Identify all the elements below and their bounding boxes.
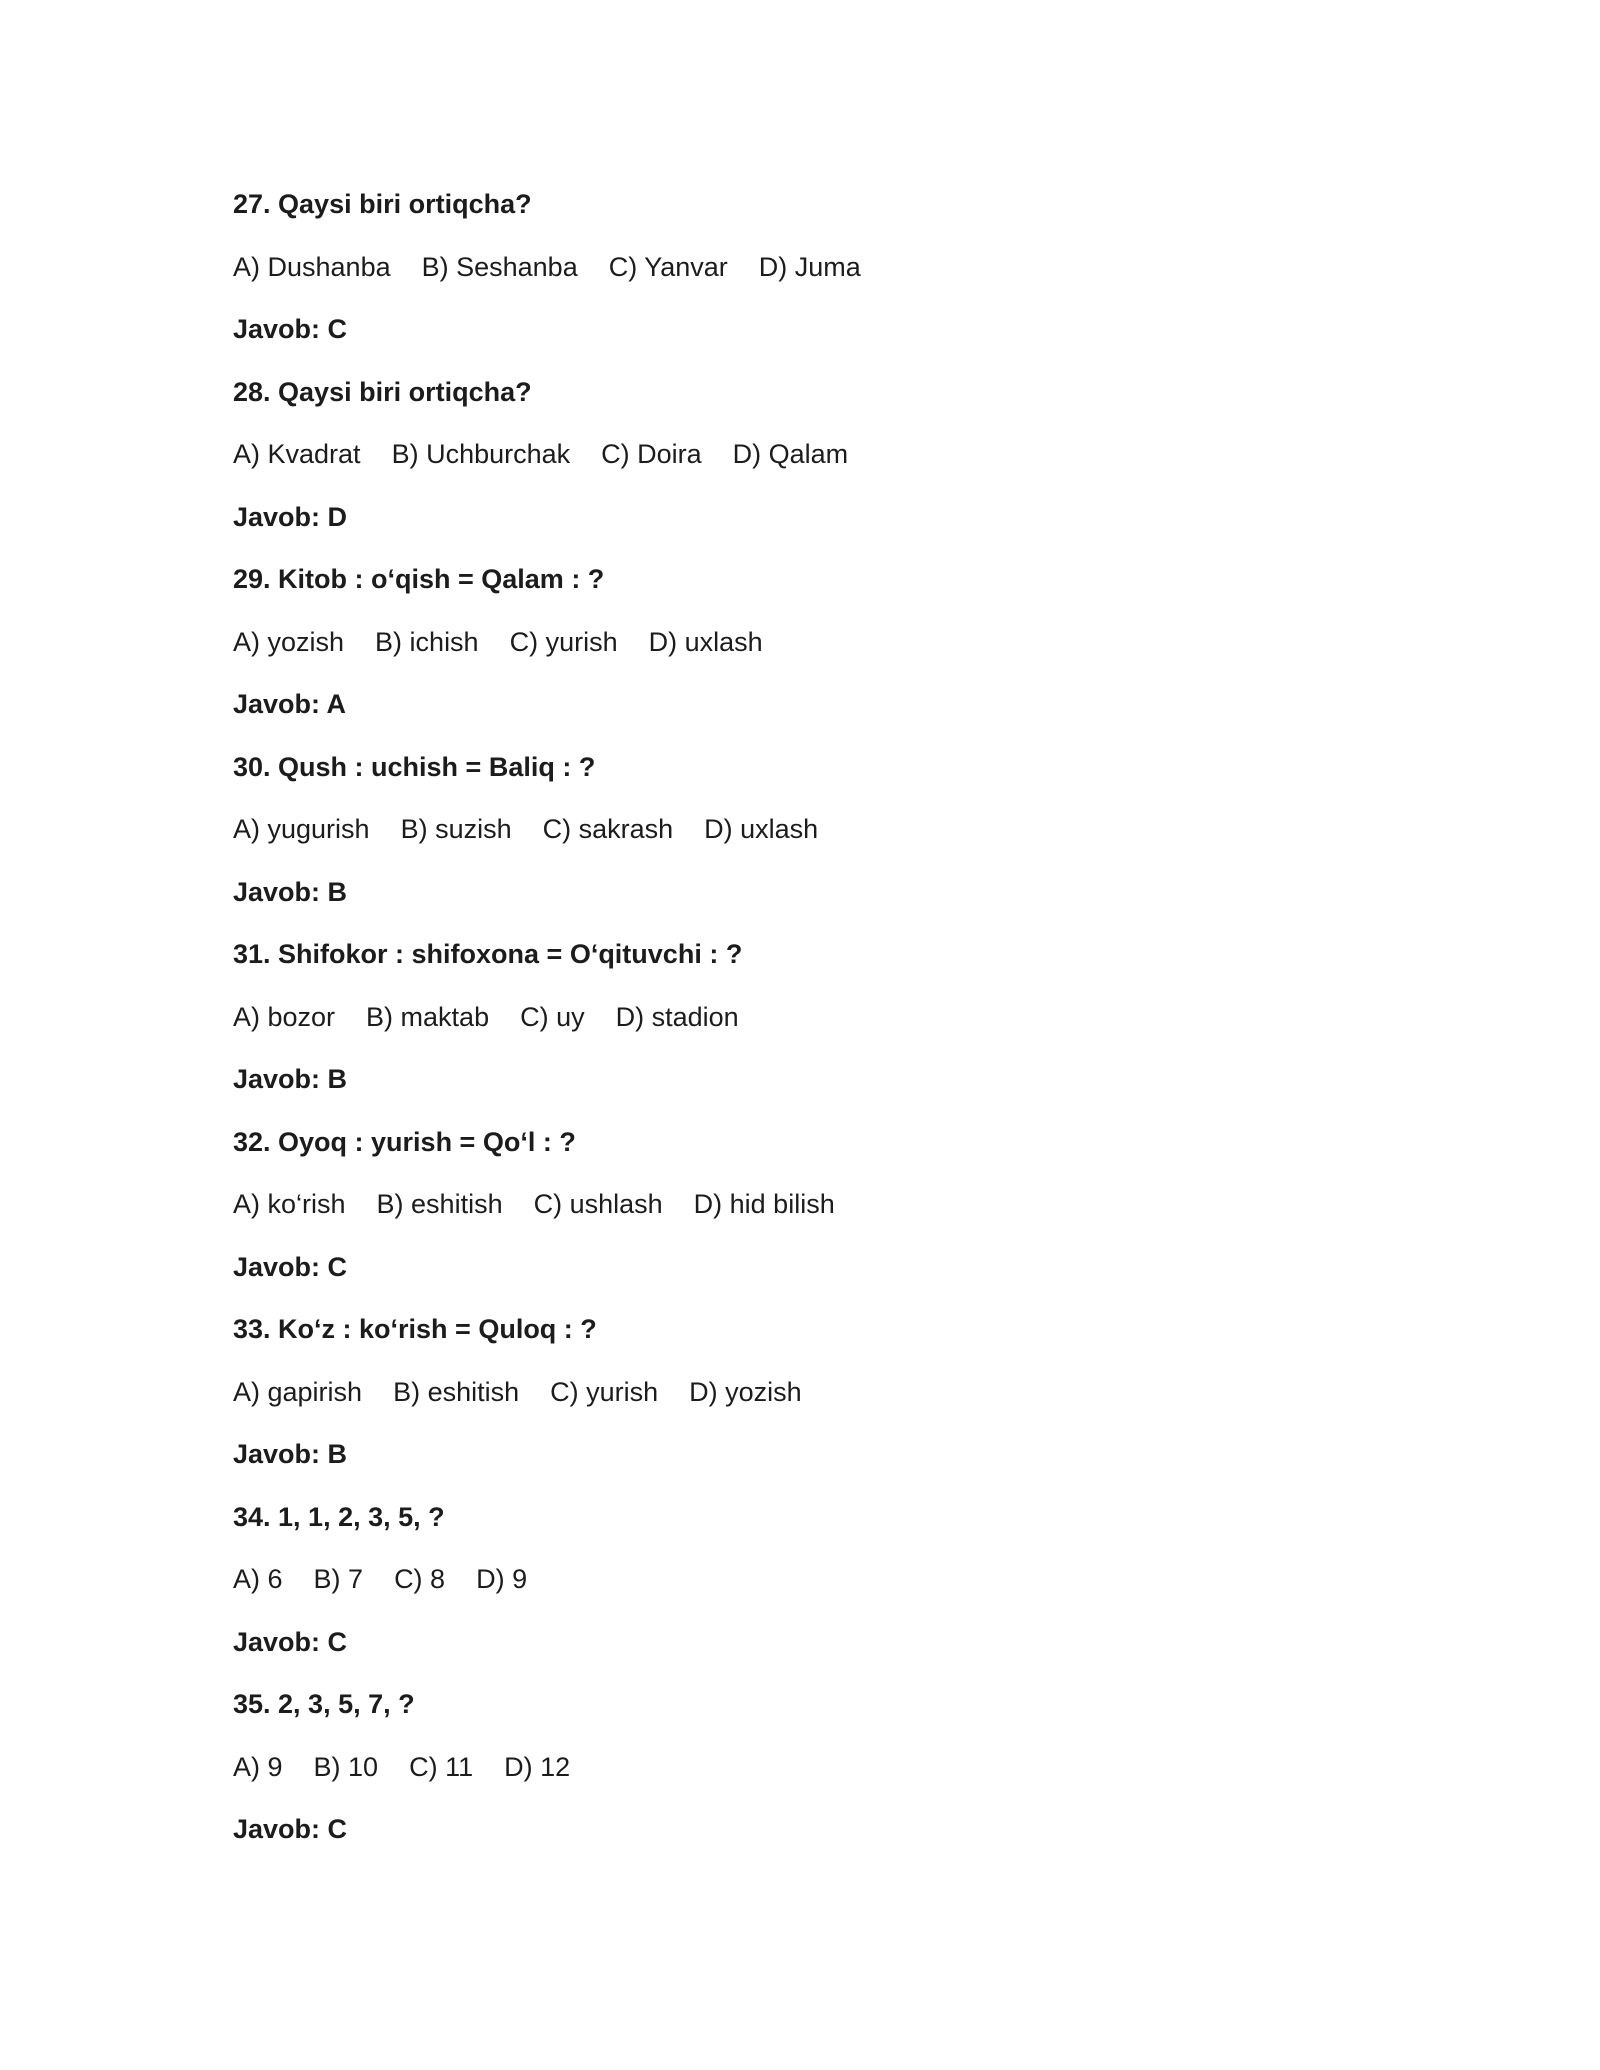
answer-option: B) eshitish xyxy=(393,1376,520,1407)
answer-option: B) suzish xyxy=(400,814,512,844)
answer-option: A) 9 xyxy=(233,1751,283,1782)
question-block xyxy=(233,180,1433,368)
question-text: 34. 1, 1, 2, 3, 5, ? xyxy=(233,1501,445,1532)
answer-option: C) yurish xyxy=(550,1376,659,1407)
answer-option: A) ko‘rish xyxy=(233,1189,346,1219)
answer-option: C) ushlash xyxy=(533,1189,663,1219)
question-text: 32. Oyoq : yurish = Qo‘l : ? xyxy=(233,1126,576,1157)
question-text: 29. Kitob : o‘qish = Qalam : ? xyxy=(233,564,605,594)
answer-option: D) stadion xyxy=(615,1001,739,1032)
options-row xyxy=(233,1180,1433,1243)
options-row xyxy=(233,1555,1433,1618)
answer-option: D) 12 xyxy=(504,1751,571,1782)
answer-option: A) bozor xyxy=(233,1001,336,1032)
answer-option: D) Qalam xyxy=(732,439,849,469)
answer-option: B) 7 xyxy=(313,1564,364,1594)
question-block xyxy=(233,1680,1433,1868)
answer-key: Javob: C xyxy=(233,1814,348,1844)
answer-option: C) Yanvar xyxy=(608,251,728,282)
options-row xyxy=(233,1368,1433,1431)
question-text: 33. Ko‘z : ko‘rish = Quloq : ? xyxy=(233,1314,597,1344)
answer-option: C) sakrash xyxy=(542,814,674,844)
answer-option: D) uxlash xyxy=(704,814,819,844)
answer-option: A) gapirish xyxy=(233,1376,363,1407)
answer-option: C) 11 xyxy=(409,1751,474,1782)
question-block xyxy=(233,1493,1433,1681)
question-text: 31. Shifokor : shifoxona = O‘qituvchi : ? xyxy=(233,939,743,969)
answer-option: A) yozish xyxy=(233,626,345,657)
answer-option: A) yugurish xyxy=(233,814,370,844)
answer-key: Javob: D xyxy=(233,501,348,532)
question-block xyxy=(233,555,1433,743)
options-row xyxy=(233,618,1433,681)
question-block xyxy=(233,368,1433,556)
answer-option: B) ichish xyxy=(375,626,479,657)
answer-option: C) uy xyxy=(520,1001,585,1032)
question-block xyxy=(233,1305,1433,1493)
question-block xyxy=(233,930,1433,1118)
answer-option: B) Uchburchak xyxy=(391,439,571,469)
answer-option: C) 8 xyxy=(394,1564,446,1594)
question-block xyxy=(233,743,1433,931)
question-text: 35. 2, 3, 5, 7, ? xyxy=(233,1689,415,1719)
options-row xyxy=(233,805,1433,868)
question-text: 27. Qaysi biri ortiqcha? xyxy=(233,189,532,219)
answer-option: D) 9 xyxy=(476,1564,528,1594)
answer-option: C) Doira xyxy=(601,439,702,469)
question-text: 28. Qaysi biri ortiqcha? xyxy=(233,376,532,407)
answer-option: A) 6 xyxy=(233,1564,283,1594)
answer-option: A) Dushanba xyxy=(233,251,391,282)
answer-option: D) Juma xyxy=(758,251,861,282)
answer-key: Javob: C xyxy=(233,314,348,344)
answer-option: D) yozish xyxy=(689,1376,802,1407)
answer-key: Javob: A xyxy=(233,689,347,719)
options-row xyxy=(233,430,1433,493)
answer-option: C) yurish xyxy=(509,626,618,657)
answer-key: Javob: C xyxy=(233,1626,348,1657)
options-row xyxy=(233,993,1433,1056)
answer-option: D) hid bilish xyxy=(693,1189,835,1219)
options-row xyxy=(233,1743,1433,1806)
answer-key: Javob: B xyxy=(233,1064,348,1094)
answer-option: D) uxlash xyxy=(648,626,763,657)
document-page xyxy=(233,180,1433,1868)
answer-option: B) 10 xyxy=(313,1751,379,1782)
answer-key: Javob: B xyxy=(233,1439,348,1469)
question-block xyxy=(233,1118,1433,1306)
answer-option: A) Kvadrat xyxy=(233,439,361,469)
answer-option: B) maktab xyxy=(366,1001,490,1032)
answer-key: Javob: B xyxy=(233,876,348,907)
options-row xyxy=(233,243,1433,306)
answer-key: Javob: C xyxy=(233,1251,348,1282)
answer-option: B) eshitish xyxy=(376,1189,503,1219)
answer-option: B) Seshanba xyxy=(421,251,578,282)
question-text: 30. Qush : uchish = Baliq : ? xyxy=(233,751,596,782)
